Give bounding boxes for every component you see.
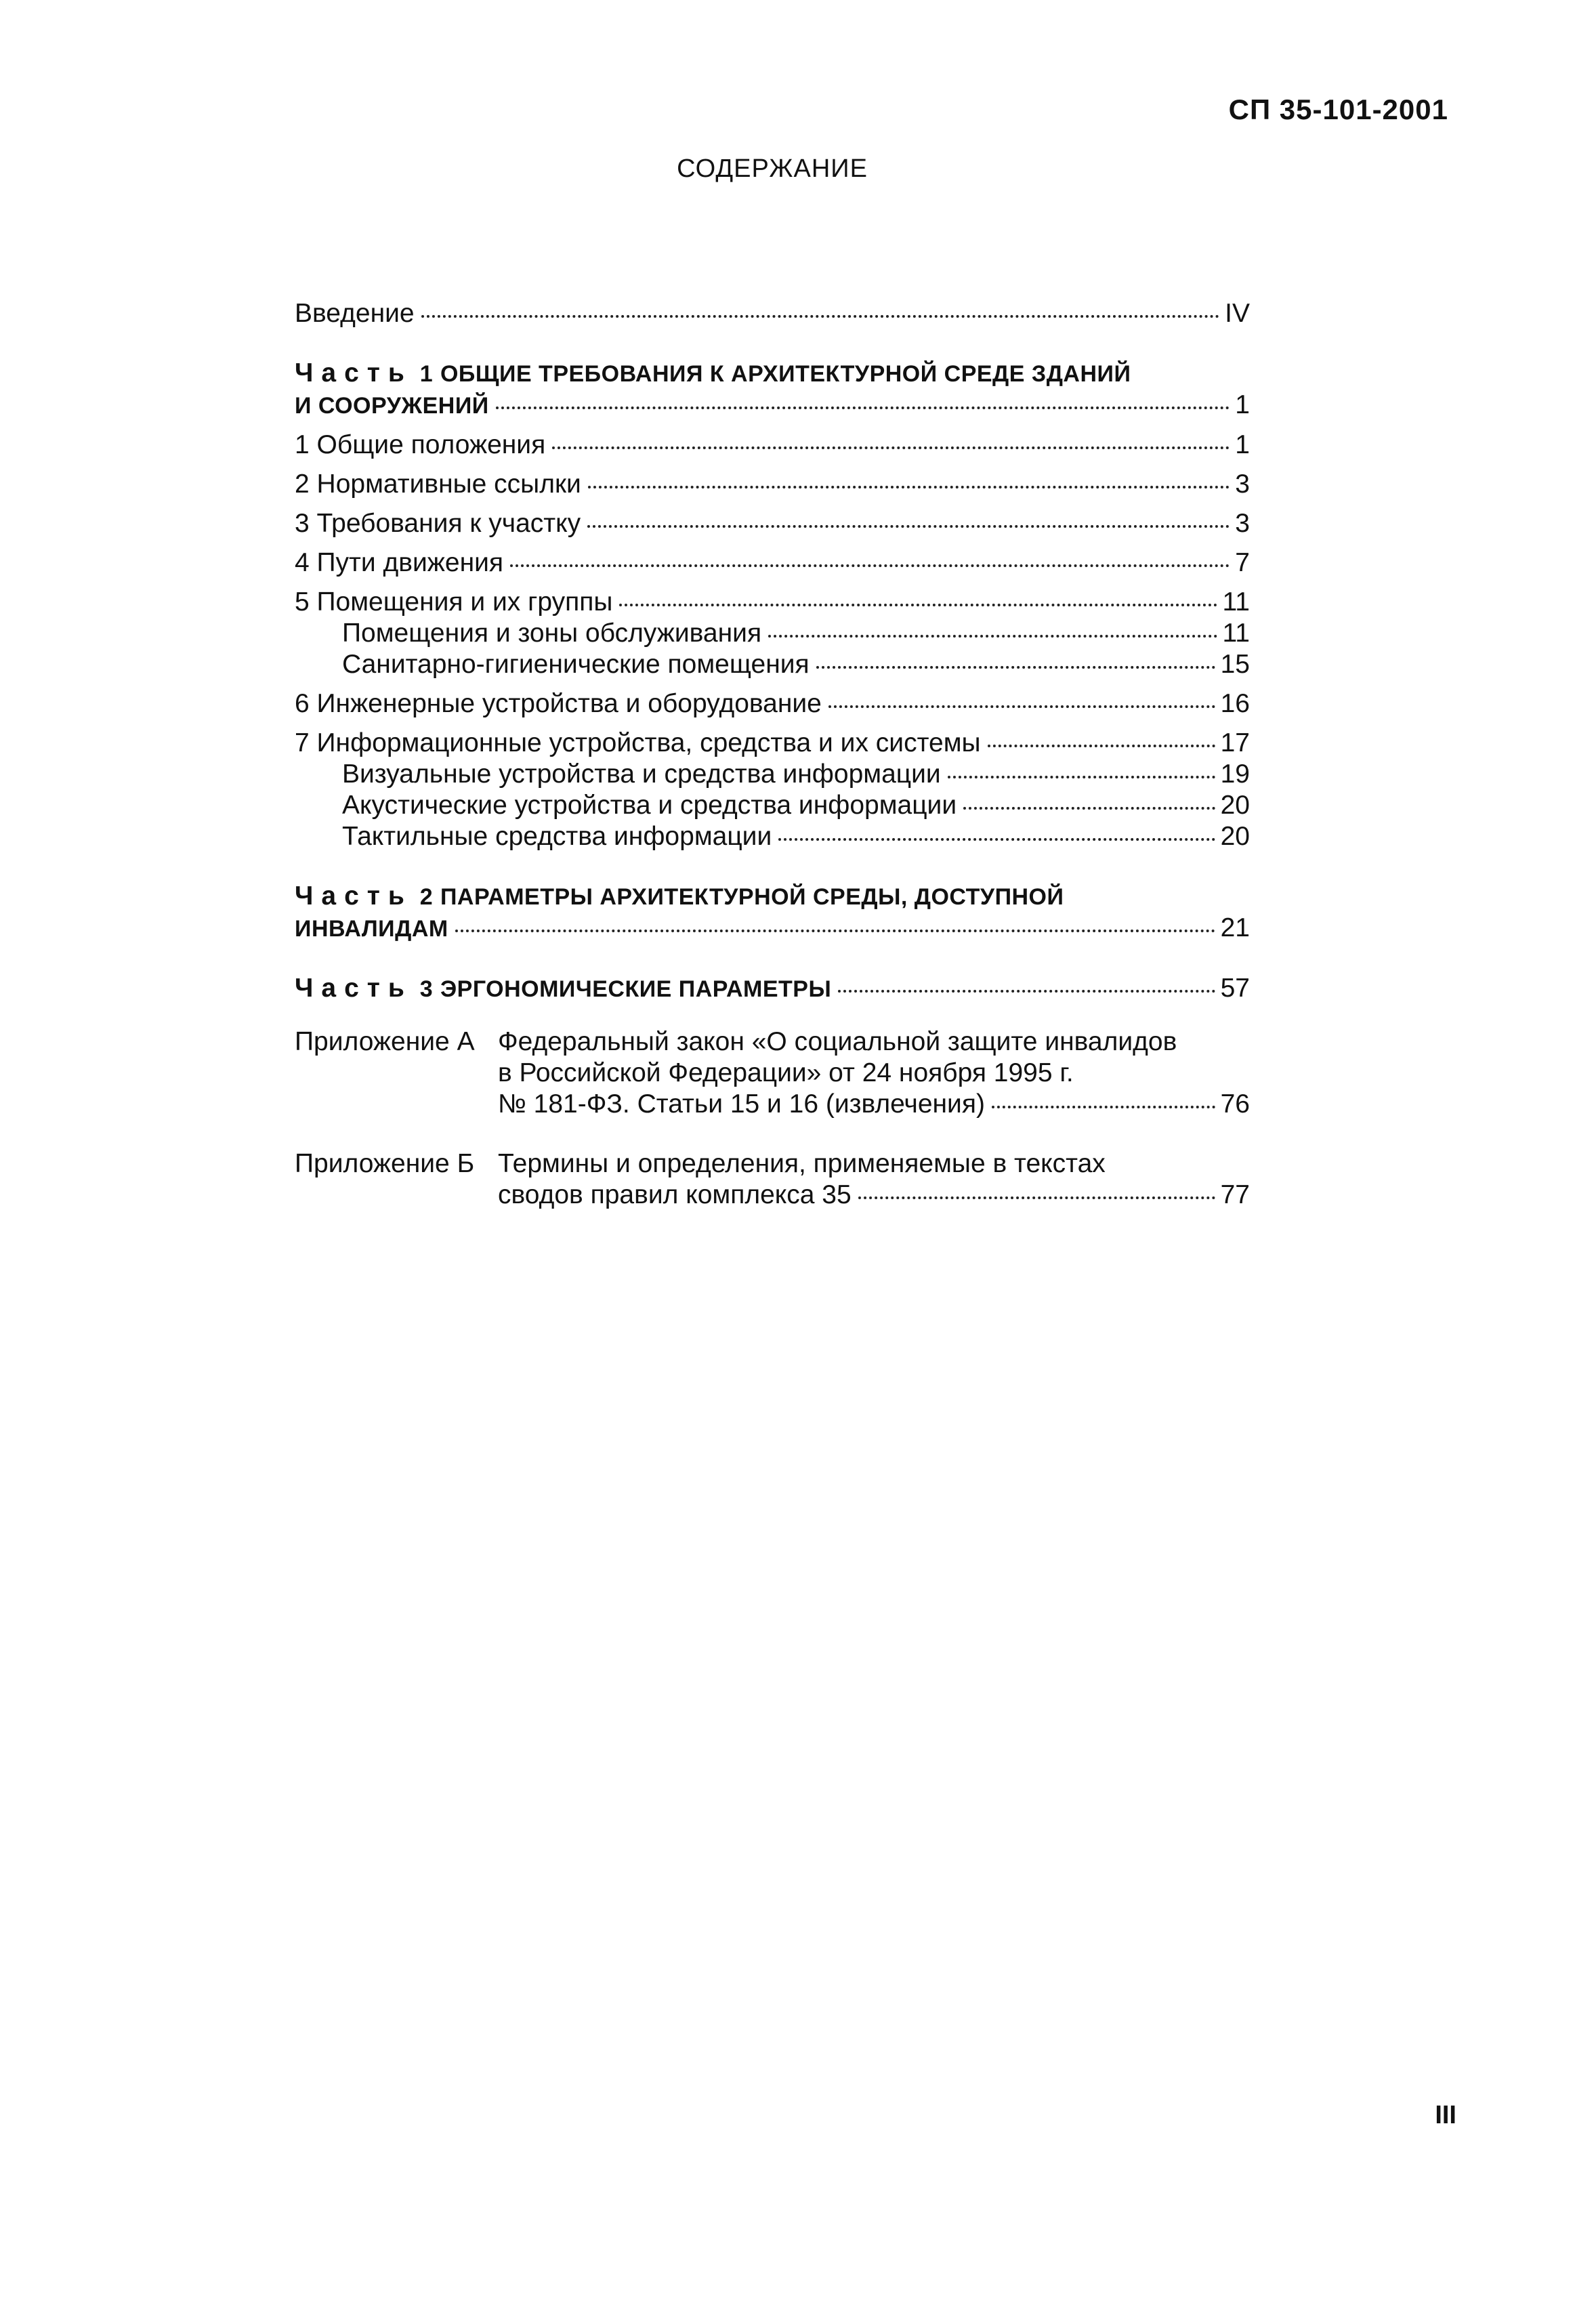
toc-entry-label: Санитарно-гигиенические помещения [342, 650, 810, 679]
toc-entry-label: 2 Нормативные ссылки [295, 470, 581, 499]
part-number: 3 [419, 976, 434, 1002]
toc-entry-appendix-b [295, 1148, 1250, 1211]
toc-page-number: 11 [1222, 587, 1250, 617]
page-title: СОДЕРЖАНИЕ [677, 154, 868, 183]
toc-entry-part-1 [295, 358, 1250, 421]
toc-page-number: 57 [1220, 974, 1250, 1003]
toc-entry-label: 7 Информационные устройства, средства и их системы [295, 728, 981, 757]
part-word: Часть [295, 881, 413, 911]
toc-entry-section-7 [295, 728, 1250, 759]
part-title-line-1: ПАРАМЕТРЫ АРХИТЕКТУРНОЙ СРЕДЫ, ДОСТУПНОЙ [440, 884, 1064, 910]
toc-entry-section-3 [295, 508, 1250, 539]
document-code: СП 35-101-2001 [1228, 93, 1448, 125]
toc-entry-appendix-a [295, 1026, 1250, 1120]
dot-leader [992, 1106, 1215, 1108]
part-number: 2 [419, 884, 434, 910]
toc-page-number: 20 [1220, 822, 1250, 851]
dot-leader [948, 776, 1215, 778]
toc-entry-section-2 [295, 469, 1250, 500]
part-word: Часть [295, 974, 413, 1003]
toc-entry-label: Тактильные средства информации [342, 822, 772, 851]
toc-entry-subsection-7a [295, 759, 1250, 790]
toc-page-number: 76 [1220, 1089, 1250, 1119]
toc-entry-part-2 [295, 881, 1250, 944]
dot-leader [588, 486, 1230, 488]
toc-entry-label: 6 Инженерные устройства и оборудование [295, 689, 822, 718]
dot-leader [552, 446, 1230, 449]
dot-leader [768, 635, 1217, 638]
toc-page-number: 77 [1220, 1180, 1250, 1209]
toc-entry-label: 1 Общие положения [295, 430, 546, 459]
dot-leader [828, 705, 1215, 708]
dot-leader [963, 807, 1215, 810]
part-word: Часть [295, 358, 413, 388]
appendix-label: Приложение Б [295, 1149, 475, 1178]
toc-page-number: 3 [1235, 509, 1250, 538]
dot-leader [988, 745, 1215, 747]
toc-entry-section-5 [295, 587, 1250, 618]
toc-entry-label: Визуальные устройства и средства информации [342, 759, 941, 789]
page-number: III [1435, 2101, 1456, 2129]
toc-entry-section-6 [295, 688, 1250, 720]
toc-page-number: 11 [1222, 619, 1250, 648]
appendix-title-line-1: Термины и определения, применяемые в текстах [498, 1149, 1106, 1178]
appendix-title-line-2: в Российской Федерации» от 24 ноября 1995 г. [498, 1058, 1074, 1087]
appendix-title-line-1: Федеральный закон «О социальной защите инвалидов [498, 1027, 1177, 1056]
toc-entry-label: 3 Требования к участку [295, 509, 581, 538]
appendix-label: Приложение А [295, 1027, 475, 1056]
dot-leader [778, 838, 1215, 841]
toc-page-number: 19 [1220, 759, 1250, 789]
dot-leader [496, 407, 1230, 409]
toc-entry-subsection-5b [295, 649, 1250, 680]
dot-leader [455, 930, 1215, 932]
toc-entry-intro [295, 298, 1250, 329]
toc-entry-label: Акустические устройства и средства информации [342, 791, 957, 820]
toc-page-number: 16 [1220, 689, 1250, 718]
toc-page-number: 17 [1220, 728, 1250, 757]
toc-entry-part-3 [295, 973, 1250, 1005]
dot-leader [816, 666, 1215, 669]
toc-entry-section-4 [295, 547, 1250, 579]
part-title-line-1: ОБЩИЕ ТРЕБОВАНИЯ К АРХИТЕКТУРНОЙ СРЕДЕ ЗДАНИЙ [440, 361, 1131, 387]
part-title-line-2: И СООРУЖЕНИЙ [295, 393, 489, 419]
toc-entry-label: Введение [295, 299, 415, 328]
toc-page-number: 7 [1235, 548, 1250, 577]
toc-page-number: 3 [1235, 470, 1250, 499]
toc-page-number: 20 [1220, 791, 1250, 820]
toc-entry-label: 5 Помещения и их группы [295, 587, 613, 617]
toc-page-number: IV [1225, 299, 1250, 328]
part-title: ЭРГОНОМИЧЕСКИЕ ПАРАМЕТРЫ [440, 976, 832, 1002]
toc-entry-subsection-5a [295, 618, 1250, 649]
toc-entry-label: 4 Пути движения [295, 548, 504, 577]
toc-entry-subsection-7c [295, 821, 1250, 852]
appendix-title-line-3: № 181-ФЗ. Статьи 15 и 16 (извлечения) [498, 1089, 985, 1119]
toc-page-number: 1 [1235, 430, 1250, 459]
toc-page-number: 21 [1220, 913, 1250, 942]
toc-entry-section-1 [295, 430, 1250, 461]
dot-leader [587, 525, 1230, 528]
appendix-title-line-2: сводов правил комплекса 35 [498, 1180, 852, 1209]
table-of-contents [295, 298, 1250, 1211]
dot-leader [421, 315, 1220, 318]
toc-page-number: 15 [1220, 650, 1250, 679]
toc-page-number: 1 [1235, 390, 1250, 419]
toc-entry-subsection-7b [295, 790, 1250, 821]
dot-leader [858, 1196, 1215, 1199]
part-title-line-2: ИНВАЛИДАМ [295, 916, 448, 942]
dot-leader [838, 990, 1215, 993]
dot-leader [510, 564, 1230, 567]
toc-entry-label: Помещения и зоны обслуживания [342, 619, 762, 648]
dot-leader [619, 604, 1217, 606]
part-number: 1 [419, 361, 434, 387]
